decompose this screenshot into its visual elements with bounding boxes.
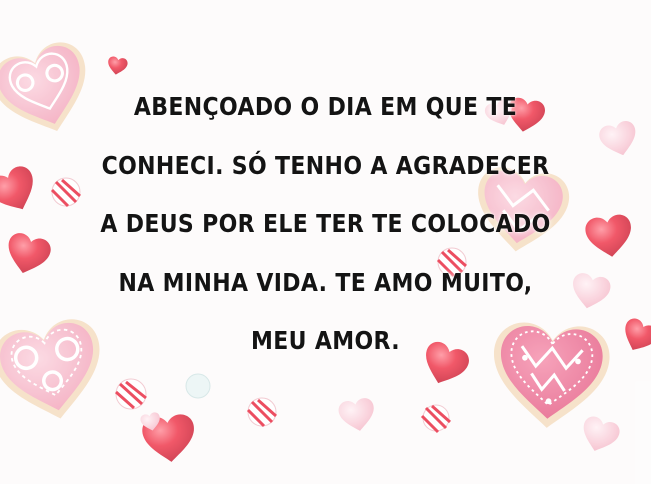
quote-line-3: A DEUS POR ELE TER TE COLOCADO (100, 209, 551, 238)
quote-line-1: ABENÇOADO O DIA EM QUE TE (133, 92, 518, 121)
quote-line-2: CONHECI. SÓ TENHO A AGRADECER (101, 150, 550, 180)
quote-line-4: NA MINHA VIDA. TE AMO MUITO, (118, 267, 533, 297)
quote-line-5: MEU AMOR. (251, 326, 400, 355)
love-quote-text (85, 78, 566, 371)
